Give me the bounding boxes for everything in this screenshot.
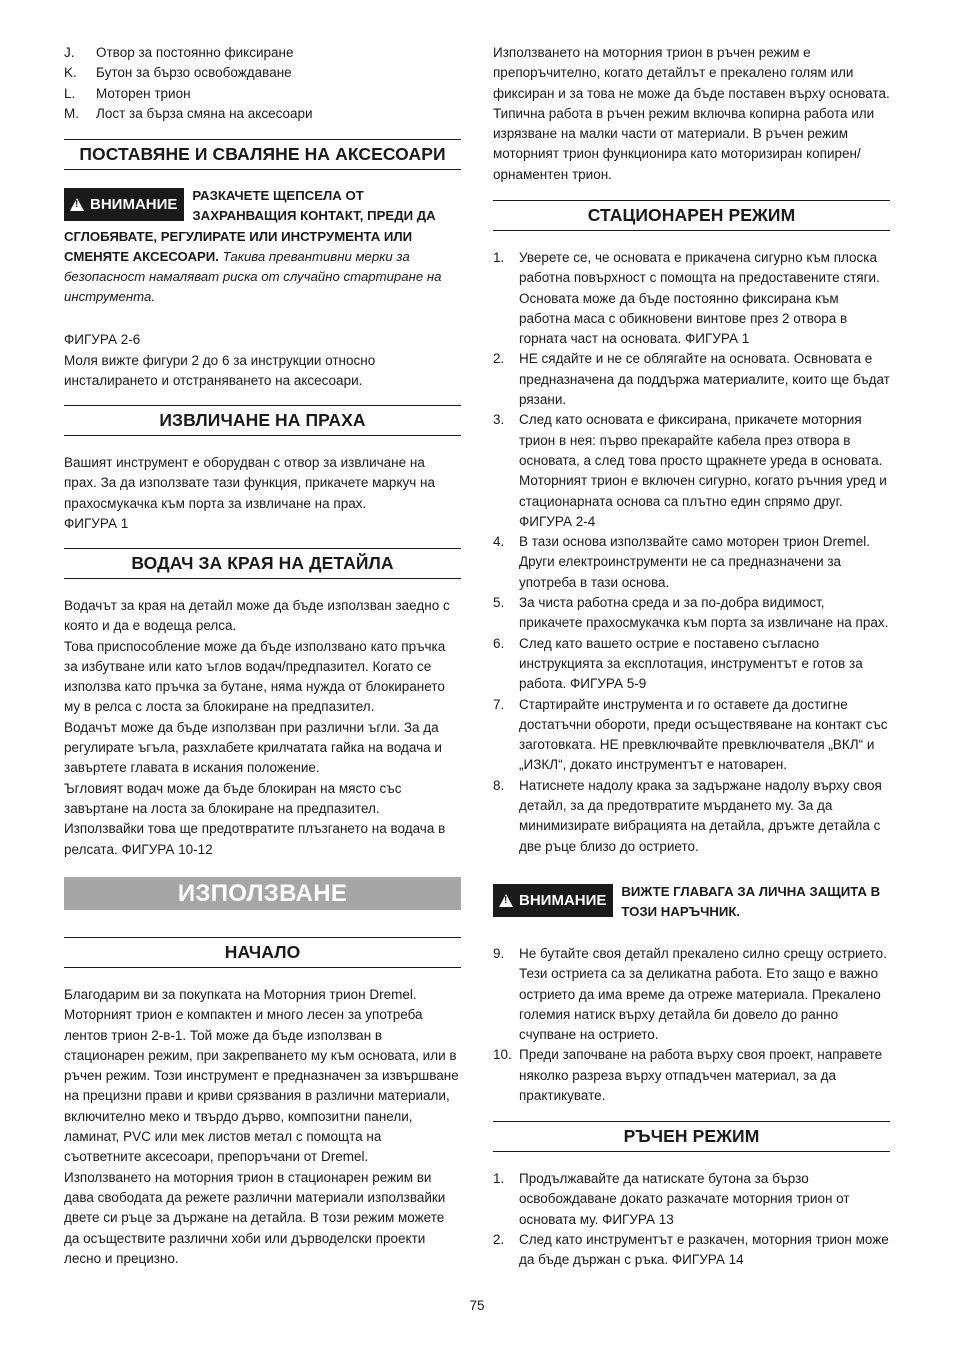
figure-ref: ФИГУРА 2-6 (64, 332, 141, 347)
page-number: 75 (469, 1298, 485, 1313)
paragraph: Моля вижте фигури 2 до 6 за инструкции относно инсталирането и отстраняването на аксесоари. (64, 353, 376, 389)
edge-guide-text: Водачът за края на детайл може да бъде използван заедно с която и да е водеща релса. Това приспособление може да бъде използвано като пръчка за избутване или като ъглов водач/предпазител. Когато се използва като пръчка за бутане, няма нужда от блокирането му в релса с лоста за блокиране на предпазител. Водачът може да бъде използван при различни ъгли. За да регулирате ъгъла, разхлабете крилчатата гайка на водача и завъртете главата в искания положение. Ъгловият водач може да бъде блокиран на място със завъртане на лоста за блокиране на предпазител. Използвайки това ще предотвратите плъзгането на водача в релсата. ФИГУРА 10-12 (64, 598, 450, 857)
heading-start: НАЧАЛО (64, 937, 461, 968)
warning-triangle-icon (499, 894, 513, 907)
list-item: 6. След като вашето острие е поставено съгласно инструкцията за експлотация, инструментът е готов за работа. ФИГУРА 5-9 (493, 635, 863, 692)
list-item: 7. Стартирайте инструмента и го оставете да достигне достатъчни обороти, преди осъществяване на контакт със заготовката. НЕ превключвайте превключвателя „ВКЛ“ и „ИЗКЛ“, докато инструментът е натоварен. (493, 696, 888, 773)
legend-item: J. Отвор за постоянно фиксиране (64, 45, 294, 60)
steps-list (493, 248, 890, 857)
list-item: 1. Уверете се, че основата е прикачена сигурно към плоска работна повърхност с помощта на предоставените стяги. Основата може да бъде постоянно фиксирана към работна маса с обикновени винтове през 2 отвора в горната част на основата. ФИГУРА 1 (493, 250, 880, 347)
steps-list (493, 944, 890, 1106)
legend-item: L. Моторен трион (64, 85, 191, 101)
list-item: 4. В тази основа използвайте само моторен трион Dremel. Други електроинструменти не са предназначени за употреба в тази основа. (493, 534, 871, 590)
legend-item: M. Лост за бърза смяна на аксесоари (64, 105, 313, 121)
heading-stationary-mode: СТАЦИОНАРЕН РЕЖИМ (493, 200, 890, 231)
list-item: 10. Преди започване на работа върху своя проект, направете няколко разреза върху отпадъчен материал, за да практикувате. (493, 1047, 883, 1104)
heading-dust-extraction: ИЗВЛИЧАНЕ НА ПРАХА (64, 405, 461, 436)
list-item: 8. Натиснете надолу крака за задържане надолу върху своя детайл, за да предотвратите мърдането му. За да минимизирате вибрацията на детайла, дръжте детайла с две ръце близо до острието. (493, 777, 882, 854)
warning-box: ! ВНИМАНИЕ РАЗКАЧЕТЕ ЩЕПСЕЛА ОТ ЗАХРАНВАЩИЯ КОНТАКТ, ПРЕДИ ДА СГЛОБЯВАТЕ, РЕГУЛИРАТЕ ИЛИ ИНСТРУМЕНТА ИЛИ СМЕНЯТЕ АКСЕСОАРИ. Такива превантивни мерки за безопасност намаляват риска от случайно стартиране на инструмента. (64, 186, 461, 308)
warning-triangle-icon (70, 198, 84, 211)
warning-badge: ! ВНИМАНИЕ (64, 188, 184, 221)
start-text: Благодарим ви за покупката на Моторния трион Dremel. Моторният трион е компактен и много лесен за употреба лентов трион 2-в-1. Той може да бъде използван в стационарен режим, при закрепването му към основата, или в ръчен режим. Този инструмент е предназначен за извършване на прецизни прави и криви срязвания в различни материали, включително меко и твърдо дърво, композитни панели, ламинат, PVC или мек листов метал с помощта на съответните аксесоари, препоръчани от Dremel. Използването на моторния трион в стационарен режим ви дава свободата да режете различни материали използвайки двете си ръце за държане на детайла. В този режим можете да осъществите различни хоби или дърводелски проекти лесно и прецизно. (64, 987, 459, 1266)
list-item: 9. Не бутайте своя детайл прекалено силно срещу острието. Тези остриета са за деликатна работа. Ето защо е важно острието да има време да отреже материала. Прекалено големия натиск върху детайла би довело до ранно счупване на острието. (493, 946, 887, 1043)
warning-box: ! ВНИМАНИЕ ВИЖТЕ ГЛАВАГА ЗА ЛИЧНА ЗАЩИТА В ТОЗИ НАРЪЧНИК. (493, 882, 890, 923)
steps-list (493, 1169, 890, 1270)
legend-item: K. Бутон за бързо освобождаване (64, 65, 292, 81)
heading-manual-mode: РЪЧЕН РЕЖИМ (493, 1121, 890, 1152)
list-item: 1. Продължавайте да натискате бутона за бързо освобождаване докато разкачате моторния трион от основата му. ФИГУРА 13 (493, 1171, 850, 1227)
parts-legend (64, 43, 461, 124)
list-item: 2. НЕ сядайте и не се облягайте на основата. Освновата е предназначена да поддържа материалите, които ще бъдат рязани. (493, 351, 890, 408)
warning-badge: ! ВНИМАНИЕ (493, 884, 613, 917)
heading-accessories: ПОСТАВЯНЕ И СВАЛЯНЕ НА АКСЕСОАРИ (64, 139, 461, 170)
heading-edge-guide: ВОДАЧ ЗА КРАЯ НА ДЕТАЙЛА (64, 548, 461, 579)
list-item: 2. След като инструментът е разкачен, моторния трион може да бъде държан с ръка. ФИГУРА 14 (493, 1231, 889, 1268)
paragraph: Вашият инструмент е оборудван с отвор за извличане на прах. За да използвате тази функция, прикачете маркуч на прахосмукачка към порта за извличане на прах. (64, 455, 435, 511)
section-title-usage: ИЗПОЛЗВАНЕ (64, 877, 461, 910)
list-item: 5. За чиста работна среда и за по-добра видимост, прикачете прахосмукачка към порта за извличане на прах. (493, 595, 889, 631)
list-item: 3. След като основата е фиксирана, прикачете моторния трион в нея: първо прекарайте кабела през отвора в основата, а след това просто щракнете уреда в основата. Моторният трион е включен сигурно, когато ръчния уред и стационарната основа са плътно един спрямо друг. ФИГУРА 2-4 (493, 412, 887, 529)
paragraph: Използването на моторния трион в ръчен режим е препоръчително, когато детайлът е прекалено голям или фиксиран и за това не може да бъде поставен върху основата. Типична работа в ръчен режим включва копирна работа или изрязване на малки части от материали. В ръчен режим моторният трион функционира като моторизиран копирен/орнаментен трион. (493, 45, 890, 182)
figure-ref: ФИГУРА 1 (64, 516, 129, 531)
